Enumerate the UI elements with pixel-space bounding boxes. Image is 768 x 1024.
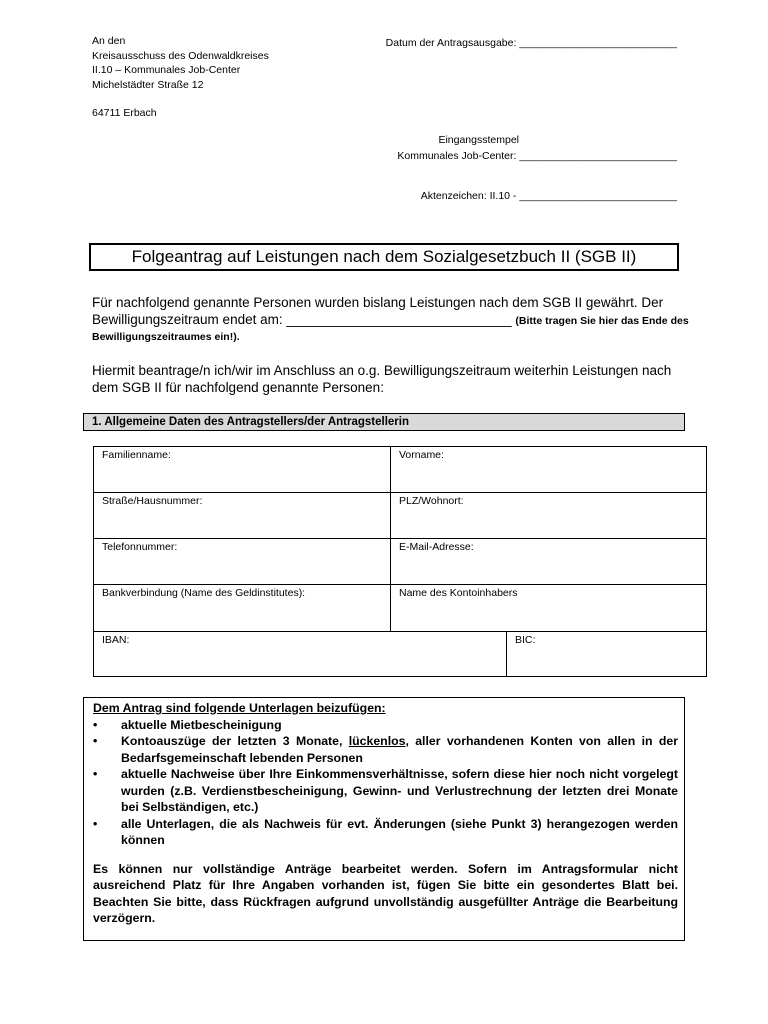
list-item	[93, 766, 678, 816]
documents-intro: Dem Antrag sind folgende Unterlagen beizufügen:	[93, 701, 386, 715]
form-title	[89, 243, 679, 271]
phone-field[interactable]: Telefonnummer:	[94, 539, 391, 585]
address-city: 64711 Erbach	[92, 107, 157, 119]
list-item-text: aktuelle Nachweise über Ihre Einkommensverhältnisse, sofern diese hier noch nicht vorgelegt wurden (z.B. Verdienstbescheinigung, Gewinn- und Verlustrechnung der letzten drei Monate bei Selbständigen, etc.)	[121, 767, 678, 814]
bank-field[interactable]: Bankverbindung (Name des Geldinstitutes):	[94, 585, 391, 632]
end-date-line: Bewilligungszeitraum endet am: ______________________________	[92, 312, 512, 327]
list-item	[93, 816, 678, 849]
list-item-text: aktuelle Mietbescheinigung	[121, 717, 282, 732]
recipient-address	[92, 34, 269, 121]
bullet-icon: •	[93, 734, 98, 748]
applicant-data-table	[93, 446, 707, 677]
emphasis-text: lückenlos	[348, 734, 406, 748]
required-documents-box	[83, 697, 685, 941]
bullet-icon: •	[93, 816, 98, 831]
address-line: An den	[92, 35, 126, 47]
closing-note: Es können nur vollständige Anträge bearbeitet werden. Sofern im Antragsformular nicht ausreichend Platz für Ihre Angaben vorhanden ist, fügen Sie bitte ein gesondertes Blatt bei. Beachten Sie bitte, dass Rückfragen aufgrund unvollständig ausgefüllter Anträge die Bearbeitung verzögern.	[93, 861, 678, 925]
bullet-icon: •	[93, 717, 98, 732]
section-1-header: 1. Allgemeine Daten des Antragstellers/der Antragstellerin	[83, 413, 685, 431]
surname-field[interactable]: Familienname:	[94, 447, 391, 493]
end-date-hint: (Bitte tragen Sie hier das Ende des	[515, 315, 689, 327]
stamp-label: Eingangsstempel	[438, 134, 519, 146]
documents-list	[93, 717, 678, 849]
request-paragraph: Hiermit beantrage/n ich/wir im Anschluss an o.g. Bewilligungszeitraum weiterhin Leistungen nach dem SGB II für nachfolgend genannte Personen:	[92, 363, 672, 395]
account-holder-field[interactable]: Name des Kontoinhabers	[391, 585, 706, 632]
bic-field[interactable]: BIC:	[515, 634, 536, 646]
address-line: II.10 – Kommunales Job-Center	[92, 64, 241, 76]
intro-line	[92, 311, 692, 330]
list-item	[93, 717, 678, 734]
end-date-hint-cont: Bewilligungszeitraumes ein!).	[92, 331, 240, 343]
stamp-line: Kommunales Job-Center: ___________________________	[397, 150, 677, 162]
bullet-icon: •	[93, 767, 98, 781]
list-item	[93, 733, 678, 766]
receipt-stamp-field	[397, 133, 677, 163]
firstname-field[interactable]: Vorname:	[391, 447, 706, 493]
list-item-text: , aller vorhandenen Konten von allen in der Bedarfsgemeinschaft lebenden Personen	[121, 734, 678, 765]
form-title-text: Folgeantrag auf Leistungen nach dem Sozialgesetzbuch II (SGB II)	[131, 247, 637, 266]
address-line: Michelstädter Straße 12	[92, 78, 204, 91]
file-number-field: Aktenzeichen: II.10 - ___________________________	[420, 190, 677, 202]
list-item-text: alle Unterlagen, die als Nachweis für evt. Änderungen (siehe Punkt 3) herangezogen werden können	[121, 816, 678, 847]
list-item-text: Kontoauszüge der letzten 3 Monate,	[121, 734, 349, 748]
zip-city-field[interactable]: PLZ/Wohnort:	[391, 493, 706, 539]
street-field[interactable]: Straße/Hausnummer:	[94, 493, 391, 539]
email-field[interactable]: E-Mail-Adresse:	[391, 539, 706, 585]
address-line: Kreisausschuss des Odenwaldkreises	[92, 49, 269, 62]
iban-field[interactable]: IBAN:	[94, 632, 507, 676]
intro-line: Für nachfolgend genannte Personen wurden bislang Leistungen nach dem SGB II gewährt. Der	[92, 295, 664, 310]
intro-paragraph	[92, 294, 692, 345]
issue-date-field: Datum der Antragsausgabe: ___________________________	[385, 37, 677, 49]
